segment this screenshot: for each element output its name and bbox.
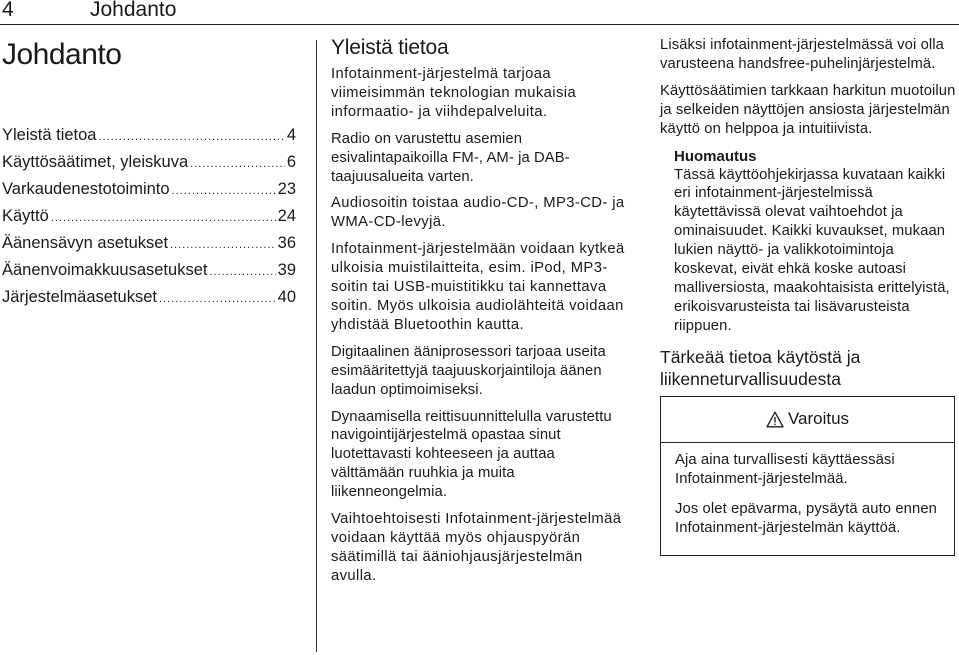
section-heading-yleista-tietoa: Yleistä tietoa (331, 36, 449, 59)
running-title: Johdanto (90, 0, 177, 21)
toc-page-number: 39 (277, 261, 296, 279)
note-text: Tässä käyttöohjekirjassa kuvataan kaikki eri infotainment-järjestelmissä käytettävissä olevat vaihtoehdot ja ominaisuudet. Kaikki kuvaukset, mukaan lukien näyttö- ja valikkotoimintoja koskevat, eivät ehkä koske autoasi malliversiosta, maakohtaisista erittelyistä, erikoisvarusteista tai lisävarusteista riippuen. (674, 166, 950, 334)
warning-body (661, 443, 954, 555)
warning-title: Varoitus (787, 409, 850, 429)
paragraph: Audiosoitin toistaa audio-CD-, MP3-CD- ja WMA-CD-levyjä. (331, 195, 625, 231)
toc-label: Äänenvoimakkuusasetukset (2, 261, 208, 279)
warning-triangle-icon (766, 411, 784, 428)
page-header (0, 0, 959, 25)
toc-label: Varkaudenestotoiminto (2, 180, 170, 198)
paragraph: Käyttösäätimien tarkkaan harkitun muotoilun ja selkeiden näyttöjen ansiosta järjestelmän käyttö on helppoa ja intuitiivista. (660, 82, 956, 137)
paragraph: Digitaalinen ääniprosessori tarjoaa useita esimääritettyjä taajuuskorjaintiloja äänen laadun optimoimiseksi. (331, 343, 606, 398)
note-label: Huomautus (674, 147, 757, 165)
paragraph: Infotainment-järjestelmään voidaan kytkeä ulkoisia muistilaitteita, esim. iPod, MP3-soitin tai USB-muistitikku tai kannettava soitin. Myös ulkoisia audiolähteitä voidaan yhdistää Bluetoothin kautta. (331, 241, 625, 333)
warning-box (660, 396, 955, 556)
toc-label: Käyttö (2, 207, 49, 225)
toc-page-number: 6 (286, 153, 296, 171)
toc-page-number: 23 (277, 180, 296, 198)
toc-leader-dots (190, 151, 285, 176)
chapter-title: Johdanto (2, 38, 122, 71)
paragraph: Radio on varustettu asemien esivalintapaikoilla FM-, AM- ja DAB-taajuusalueita varten. (331, 130, 570, 185)
note-block (674, 147, 957, 336)
toc-entry-varkaudenestotoiminto[interactable] (2, 176, 296, 203)
warning-header (661, 397, 954, 443)
toc-leader-dots (51, 205, 276, 230)
toc-leader-dots (209, 259, 275, 284)
toc-entry-aanensavyn-asetukset[interactable] (2, 230, 296, 257)
toc-label: Äänensävyn asetukset (2, 234, 169, 252)
toc-label: Järjestelmäasetukset (2, 288, 157, 306)
paragraph: Dynaamisella reittisuunnittelulla varustettu navigointijärjestelmä opastaa sinut luotettavasti kohteeseen ja auttaa välttämään ruuhkia ja muita liikenneongelmia. (331, 408, 612, 501)
warning-text: Aja aina turvallisesti käyttäessäsi Infotainment-järjestelmää. (675, 451, 895, 488)
toc-entry-kaytto[interactable] (2, 203, 296, 230)
page-number: 4 (2, 0, 14, 21)
paragraph: Lisäksi infotainment-järjestelmässä voi olla varusteena handsfree-puhelinjärjestelmä. (660, 37, 945, 72)
middle-column (331, 36, 631, 594)
toc-leader-dots (170, 232, 276, 257)
column-divider (316, 40, 317, 652)
toc-label: Käyttösäätimet, yleiskuva (2, 153, 189, 171)
toc-page-number: 40 (277, 288, 296, 306)
paragraph: Infotainment-järjestelmä tarjoaa viimeisimmän teknologian mukaisia informaatio- ja viihdepalveluita. (331, 66, 577, 120)
toc-entry-yleista-tietoa[interactable] (2, 122, 296, 149)
toc-leader-dots (172, 178, 276, 203)
table-of-contents (2, 122, 296, 311)
warning-text: Jos olet epävarma, pysäytä auto ennen Infotainment-järjestelmän käyttöä. (675, 500, 937, 537)
toc-leader-dots (159, 286, 276, 311)
toc-entry-kayttosaatimet[interactable] (2, 149, 296, 176)
toc-entry-aanenvoimakkuusasetukset[interactable] (2, 257, 296, 284)
paragraph: Vaihtoehtoisesti Infotainment-järjestelmää voidaan käyttää myös ohjauspyörän säätimillä tai ääniohjausjärjestelmän avulla. (331, 511, 622, 584)
toc-page-number: 4 (286, 126, 296, 144)
toc-page-number: 36 (277, 234, 296, 252)
toc-leader-dots (98, 124, 284, 149)
toc-label: Yleistä tietoa (2, 126, 97, 144)
right-column (660, 36, 957, 556)
toc-page-number: 24 (277, 207, 296, 225)
section-heading-tarkeaa-tietoa: Tärkeää tietoa käytöstä ja liikenneturvallisuudesta (660, 346, 861, 389)
toc-entry-jarjestelmaasetukset[interactable] (2, 284, 296, 311)
